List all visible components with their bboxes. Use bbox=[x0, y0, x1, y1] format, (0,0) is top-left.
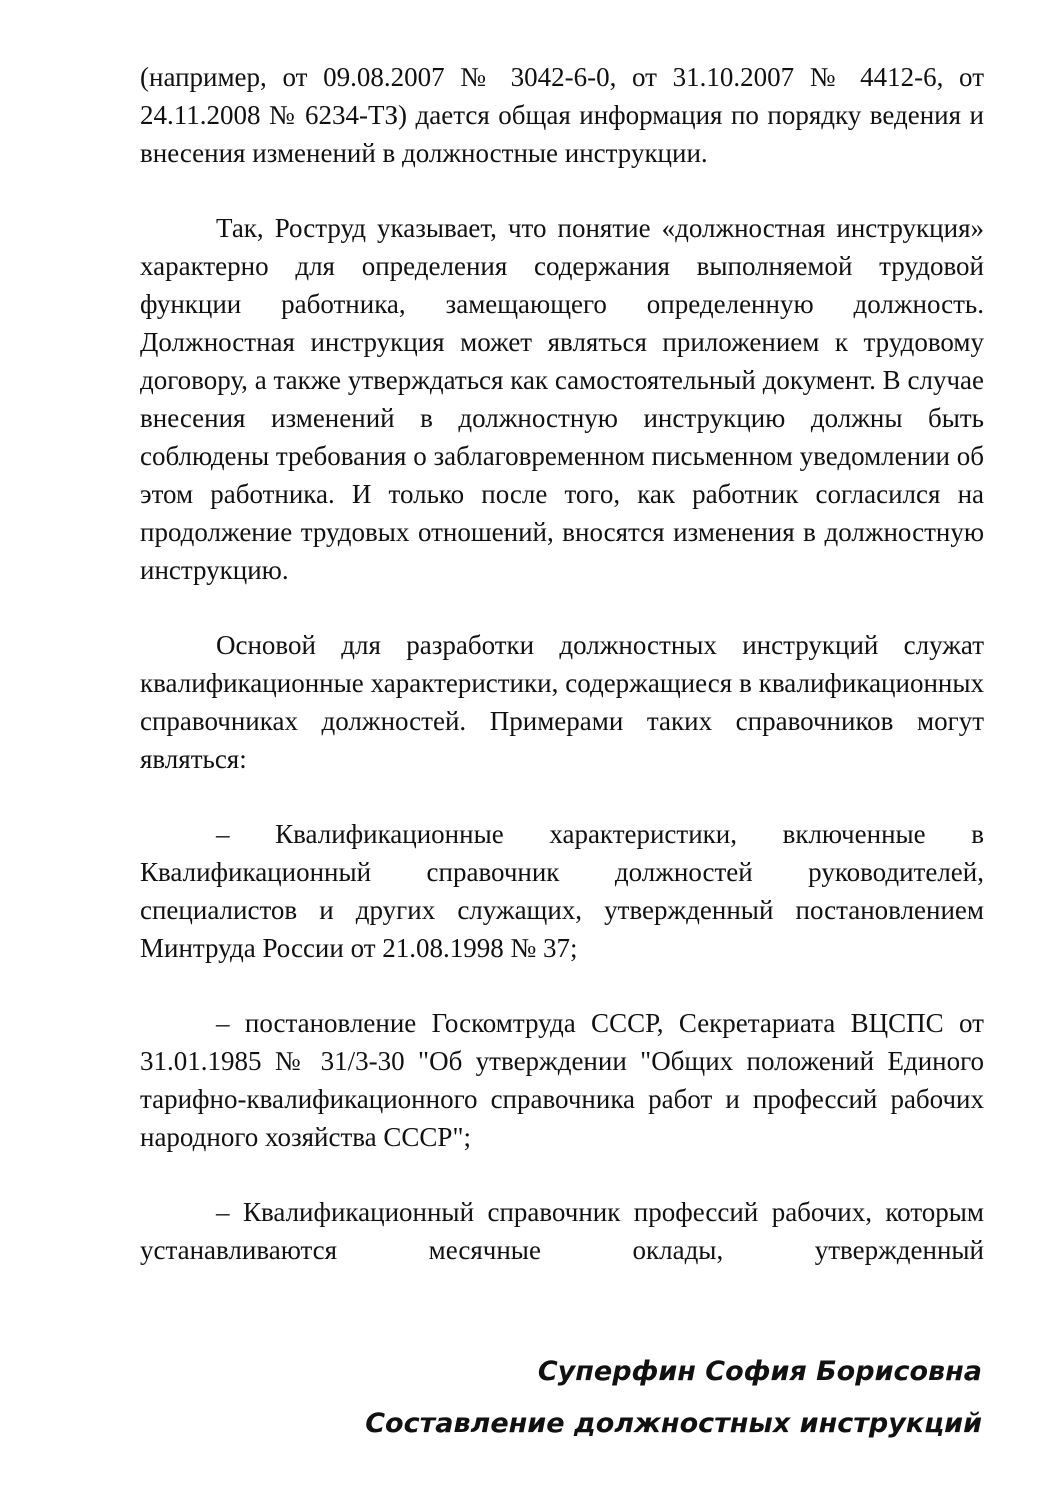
list-item-goskomtrud-resolution: – постановление Госкомтруда СССР, Секретариата ВЦСПС от 31.01.1985 № 31/3-30 "Об утверждении "Общих положений Единого тарифно-квалификационного справочника работ и профессий рабочих народного хозяйства СССР"; bbox=[140, 1008, 984, 1152]
footer-author: Суперфин София Борисовна bbox=[537, 1356, 982, 1387]
page-footer bbox=[365, 1346, 982, 1450]
document-body bbox=[140, 58, 984, 1269]
paragraph-continuation: (например, от 09.08.2007 № 3042-6-0, от 31.10.2007 № 4412-6, от 24.11.2008 № 6234-ТЗ) дается общая информация по порядку ведения и внесения изменений в должностные инструкции. bbox=[140, 62, 984, 168]
paragraph-rostrud: Так, Роструд указывает, что понятие «должностная инструкция» характерно для определения содержания выполняемой трудовой функции работника, замещающего определенную должность. Должностная инструкция может являться приложением к трудовому договору, а также утверждаться как самостоятельный документ. В случае внесения изменений в должностную инструкцию должны быть соблюдены требования о заблаговременном письменном уведомлении об этом работника. И только после того, как работник согласился на продолжение трудовых отношений, вносятся изменения в должностную инструкцию. bbox=[140, 213, 984, 585]
footer-title: Составление должностных инструкций bbox=[365, 1408, 982, 1439]
list-item-worker-professions-reference: – Квалификационный справочник профессий рабочих, которым устанавливаются месячные оклады, утвержденный bbox=[140, 1197, 984, 1265]
list-item-qualification-characteristics: – Квалификационные характеристики, включенные в Квалификационный справочник должностей руководителей, специалистов и других служащих, утвержденный постановлением Минтруда России от 21.08.1998 № 37; bbox=[140, 819, 984, 963]
paragraph-basis: Основой для разработки должностных инструкций служат квалификационные характеристики, содержащиеся в квалификационных справочниках должностей. Примерами таких справочников могут являться: bbox=[140, 630, 984, 774]
